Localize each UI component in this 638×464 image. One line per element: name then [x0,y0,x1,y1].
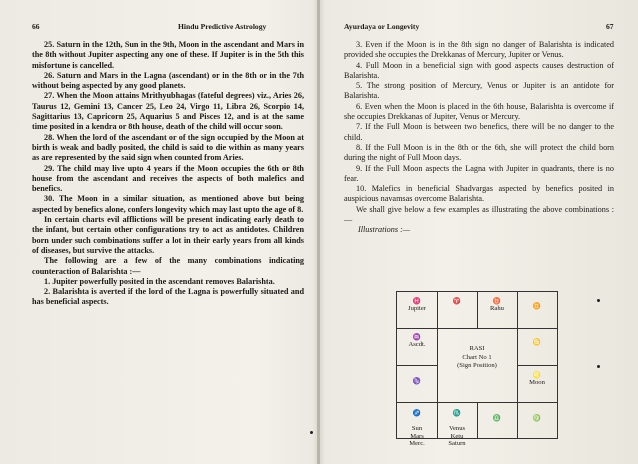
pisces-glyph: ♓ [412,298,422,305]
chart-center-note: (Sign Position) [457,362,497,370]
chart-cell-sagittarius [397,402,437,448]
chart-cell-capricorn [397,365,437,402]
scorpio-glyph: ♏ [452,410,462,418]
left-paragraph: 25. Saturn in the 12th, Sun in the 9th, Moon in the ascendant and Mars in the 8th without Jupiter aspecting any one of these. If Jupiter is in the 5th this misfortune is cancelled. [32,40,304,70]
chart-cell-scorpio [437,402,477,448]
scorpio-occupants: Venus Ketu Saturn [448,425,466,448]
left-paragraph: 29. The child may live upto 4 years if the Moon occupies the 6th or 8th house from the ascendant and receives the aspects of both malefics and benefics. [32,163,304,194]
cancer-glyph: ♋ [532,339,542,346]
sagittarius-occupants: Sun Mars Merc. [409,425,425,448]
chart-cell-aquarius [397,328,437,365]
leo-occupants: Moon [529,379,545,386]
left-paragraph: 2. Balarishta is averted if the lord of the Lagna is powerfully situated and has beneficial aspects. [32,287,304,307]
illustrations-label: Illustrations :— [358,225,411,235]
chart-cell-cancer [517,328,557,365]
left-paragraph: 30. The Moon in a similar situation, as mentioned above but being aspected by benefics alone, confers longevity which may last upto the age of 8. [32,194,304,214]
left-page-body [32,40,304,308]
virgo-glyph: ♍ [532,415,542,422]
chart-cell-taurus [477,292,517,328]
margin-speck [310,431,313,434]
right-paragraph: 8. If the Full Moon is in the 8th or the 6th, she will protect the child born during the night of Full Moon days. [344,142,614,163]
margin-speck [597,299,600,302]
taurus-glyph: ♉ [492,298,502,305]
right-page-body [344,40,614,236]
chart-cell-leo [517,365,557,402]
gemini-glyph: ♊ [532,303,542,310]
right-paragraph: 7. If the Full Moon is between two benefics, there will be no danger to the child. [344,122,614,142]
rasi-chart [396,291,558,448]
left-page-number: 66 [32,22,40,31]
left-paragraph: 26. Saturn and Mars in the Lagna (ascendant) or in the 8th or in the 7th without being aspected by any good planets. [32,70,304,91]
right-paragraph: 6. Even when the Moon is placed in the 6th house, Balarishta is overcome if she occupies Drekkanas of Jupiter, Venus or Mercury. [344,101,614,122]
chart-center-subtitle: Chart No 1 [462,353,492,361]
right-running-head: Ayurdaya or Longevity [344,22,420,31]
right-paragraph: 10. Malefics in beneficial Shadvargas aspected by benefics posited in auspicious navamsas overcome Balarishta. [344,184,614,204]
right-paragraph: We shall give below a few examples as illustrating the above combinations :— [344,204,614,225]
chart-cell-pisces [397,292,437,328]
left-paragraph: 28. When the lord of the ascendant or of the sign occupied by the Moon at birth is weak and badly posited, the child is said to die within as many years as are represented by the said sign when counted from Aries. [32,132,304,163]
chart-cell-aries [437,292,477,328]
capricorn-glyph: ♑ [412,378,422,385]
aquarius-occupants: Ascdt. [408,341,426,348]
leo-glyph: ♌ [532,372,542,379]
pisces-occupants: Jupiter [408,305,426,312]
left-paragraph: 27. When the Moon attains Mrithyubhagas (fateful degrees) viz., Aries 26, Taurus 12, Gemini 13, Cancer 25, Leo 24, Virgo 11, Libra 26, Scorpio 14, Sagittarius 13, Capricorn 25, Aquarius 5 and Pisces 12, and is at the same time posited in a kendra or 8th house, death of the child will occur soon. [32,91,304,132]
right-page-number: 67 [606,22,614,31]
chart-cell-gemini [517,292,557,328]
left-page [0,0,317,464]
taurus-occupants: Rahu [490,305,504,312]
right-paragraph: 4. Full Moon in a beneficial sign with good aspects causes destruction of Balarishta. [344,60,614,80]
right-paragraph: 5. The strong position of Mercury, Venus or Jupiter is an antidote for Balarishta. [344,81,614,101]
sagittarius-glyph: ♐ [412,410,422,418]
left-paragraph: In certain charts evil afflictions will be present indicating early death to the infant, but certain other configurations try to act as antidotes. Children born under such combinations suffer a lot in their early years from all kinds of diseases, but survive the attacks. [32,215,304,255]
aquarius-glyph: ♒ [412,334,422,341]
aries-glyph: ♈ [452,298,462,305]
right-paragraph: 9. If the Full Moon aspects the Lagna with Jupiter in quadrants, there is no fear. [344,163,614,183]
margin-speck [597,365,600,368]
chart-cell-libra [477,402,517,438]
chart-cell-virgo [517,402,557,438]
left-paragraph: The following are a few of the many combinations indicating counteraction of Balarishta :— [32,256,304,276]
libra-glyph: ♎ [492,415,502,422]
right-paragraph: 3. Even if the Moon is in the 8th sign no danger of Balarishta is indicated provided she occupies the Drekkanas of Mercury, Jupiter or Venus. [344,40,614,60]
chart-center [437,329,517,402]
left-running-head: Hindu Predictive Astrology [178,22,267,31]
chart-center-title: RASI [469,345,485,352]
left-paragraph: 1. Jupiter powerfully posited in the ascendant removes Balarishta. [44,276,275,286]
